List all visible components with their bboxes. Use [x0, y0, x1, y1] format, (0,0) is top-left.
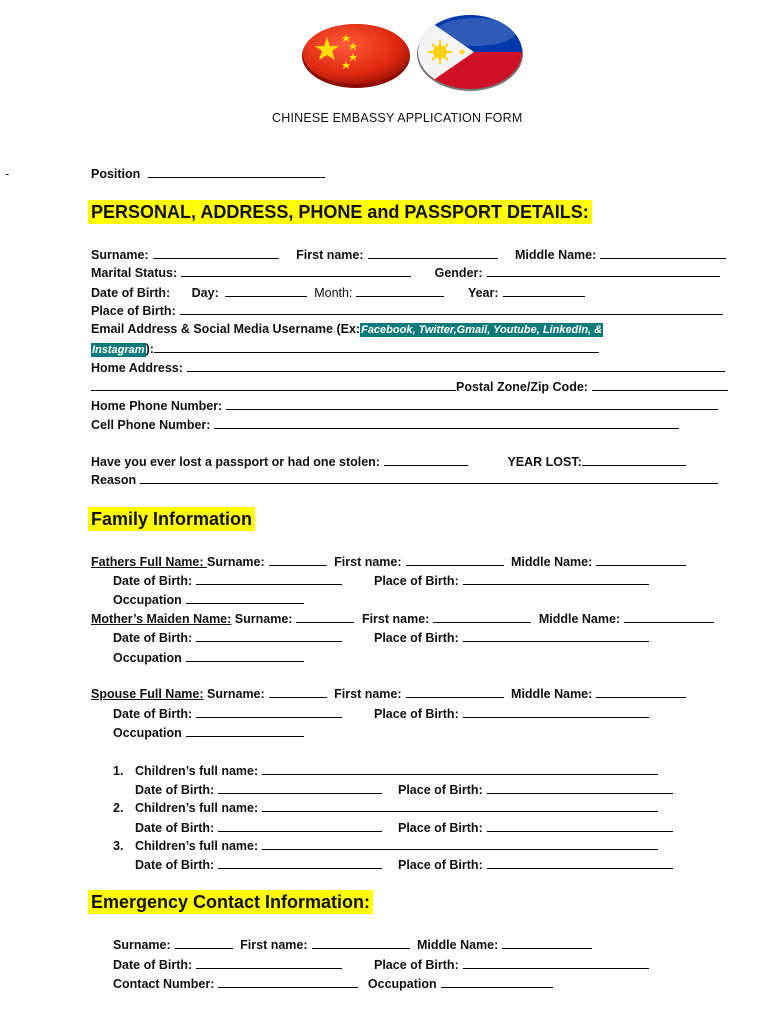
mother-name-row: Mother’s Maiden Name: Surname: First name: Middle Name:: [91, 611, 714, 627]
child-2-dob-row: Date of Birth:: [135, 820, 382, 836]
child-2-dob-field[interactable]: [218, 820, 382, 832]
father-surname-field[interactable]: [269, 554, 327, 566]
child-3-pob-field[interactable]: [487, 857, 673, 869]
emergency-surname-field[interactable]: [175, 937, 233, 949]
mother-pob-field[interactable]: [463, 630, 649, 642]
dob-row: Date of Birth: Day: Month: Year:: [91, 285, 585, 301]
position-field[interactable]: [148, 166, 325, 178]
child-2-pob-field[interactable]: [487, 820, 673, 832]
child-3-dob-field[interactable]: [218, 857, 382, 869]
emergency-dob-field[interactable]: [196, 957, 342, 969]
father-first-name-field[interactable]: [406, 554, 504, 566]
mother-pob-row: Place of Birth:: [374, 630, 649, 646]
emergency-name-row: Surname: First name: Middle Name:: [113, 937, 592, 953]
gender-field[interactable]: [487, 265, 720, 277]
pob-row: Place of Birth:: [91, 303, 723, 319]
spouse-middle-name-field[interactable]: [596, 686, 686, 698]
mother-surname-field[interactable]: [296, 611, 354, 623]
postal-row: Postal Zone/Zip Code:: [91, 379, 728, 395]
emergency-dob-row: Date of Birth:: [113, 957, 342, 973]
cell-phone-field[interactable]: [214, 417, 679, 429]
section-family-heading: Family Information: [88, 509, 255, 530]
year-lost-field[interactable]: [582, 454, 686, 466]
mother-middle-name-field[interactable]: [624, 611, 714, 623]
middle-name-field[interactable]: [600, 247, 726, 259]
china-flag-icon: [300, 22, 412, 90]
home-address-field-2[interactable]: [91, 379, 456, 391]
name-row: Surname: First name: Middle Name:: [91, 247, 726, 263]
father-occupation-field[interactable]: [186, 592, 304, 604]
spouse-name-row: Spouse Full Name: Surname: First name: Middle Name:: [91, 686, 686, 702]
section-personal-heading: PERSONAL, ADDRESS, PHONE and PASSPORT DETAILS:: [88, 202, 592, 223]
child-3-name-row: 3. Children’s full name:: [113, 838, 658, 854]
child-1-pob-field[interactable]: [487, 782, 673, 794]
emergency-middle-name-field[interactable]: [502, 937, 592, 949]
home-address-row: Home Address:: [91, 360, 725, 376]
spouse-first-name-field[interactable]: [406, 686, 504, 698]
home-address-field[interactable]: [187, 360, 725, 372]
emergency-first-name-field[interactable]: [312, 937, 410, 949]
spouse-occupation-row: Occupation: [113, 725, 304, 741]
emergency-occupation-field[interactable]: [441, 976, 553, 988]
stray-dash: -: [5, 167, 10, 181]
child-3-dob-row: Date of Birth:: [135, 857, 382, 873]
emergency-contact-row: Contact Number: Occupation: [113, 976, 553, 992]
reason-field[interactable]: [140, 472, 718, 484]
spouse-dob-row: Date of Birth:: [113, 706, 342, 722]
spouse-surname-field[interactable]: [269, 686, 327, 698]
email-examples-highlight: Facebook, Twitter,Gmail, Youtube, LinkedIn, &: [361, 324, 603, 336]
lost-passport-field[interactable]: [384, 454, 468, 466]
spouse-occupation-field[interactable]: [186, 725, 304, 737]
first-name-field[interactable]: [368, 247, 498, 259]
emergency-pob-field[interactable]: [463, 957, 649, 969]
email-row-2: Instagram):: [91, 341, 599, 358]
lost-passport-row: Have you ever lost a passport or had one stolen: YEAR LOST:: [91, 454, 686, 470]
child-2-name-row: 2. Children’s full name:: [113, 800, 658, 816]
father-name-row: Fathers Full Name: Surname: First name: Middle Name:: [91, 554, 686, 570]
father-pob-field[interactable]: [463, 573, 649, 585]
dob-month-field[interactable]: [356, 285, 444, 297]
cell-phone-row: Cell Phone Number:: [91, 417, 679, 433]
home-phone-field[interactable]: [226, 398, 718, 410]
philippines-flag-icon: [414, 10, 524, 92]
marital-field[interactable]: [181, 265, 411, 277]
mother-first-name-field[interactable]: [433, 611, 531, 623]
child-3-pob-row: Place of Birth:: [398, 857, 673, 873]
child-1-dob-row: Date of Birth:: [135, 782, 382, 798]
dob-year-field[interactable]: [503, 285, 585, 297]
position-label: Position: [91, 167, 141, 181]
father-middle-name-field[interactable]: [596, 554, 686, 566]
child-2-name-field[interactable]: [262, 800, 658, 812]
postal-field[interactable]: [592, 379, 728, 391]
child-1-name-field[interactable]: [262, 763, 658, 775]
emergency-contact-field[interactable]: [218, 976, 358, 988]
father-pob-row: Place of Birth:: [374, 573, 649, 589]
child-1-dob-field[interactable]: [218, 782, 382, 794]
form-title: CHINESE EMBASSY APPLICATION FORM: [272, 111, 523, 125]
surname-field[interactable]: [153, 247, 279, 259]
child-2-pob-row: Place of Birth:: [398, 820, 673, 836]
mother-dob-field[interactable]: [196, 630, 342, 642]
section-emergency-heading: Emergency Contact Information:: [88, 892, 373, 913]
child-1-name-row: 1. Children’s full name:: [113, 763, 658, 779]
mother-occupation-row: Occupation: [113, 650, 304, 666]
spouse-pob-row: Place of Birth:: [374, 706, 649, 722]
child-1-pob-row: Place of Birth:: [398, 782, 673, 798]
father-dob-field[interactable]: [196, 573, 342, 585]
dob-day-field[interactable]: [225, 285, 307, 297]
father-occupation-row: Occupation: [113, 592, 304, 608]
mother-occupation-field[interactable]: [186, 650, 304, 662]
emergency-pob-row: Place of Birth:: [374, 957, 649, 973]
father-dob-row: Date of Birth:: [113, 573, 342, 589]
child-3-name-field[interactable]: [262, 838, 658, 850]
marital-row: Marital Status: Gender:: [91, 265, 720, 281]
mother-dob-row: Date of Birth:: [113, 630, 342, 646]
email-field[interactable]: [154, 341, 599, 353]
pob-field[interactable]: [180, 303, 723, 315]
reason-row: Reason: [91, 472, 718, 488]
spouse-dob-field[interactable]: [196, 706, 342, 718]
spouse-pob-field[interactable]: [463, 706, 649, 718]
home-phone-row: Home Phone Number:: [91, 398, 718, 414]
position-row: [91, 166, 325, 182]
email-row: Email Address & Social Media Username (Ex:Facebook, Twitter,Gmail, Youtube, LinkedIn, &: [91, 322, 603, 336]
